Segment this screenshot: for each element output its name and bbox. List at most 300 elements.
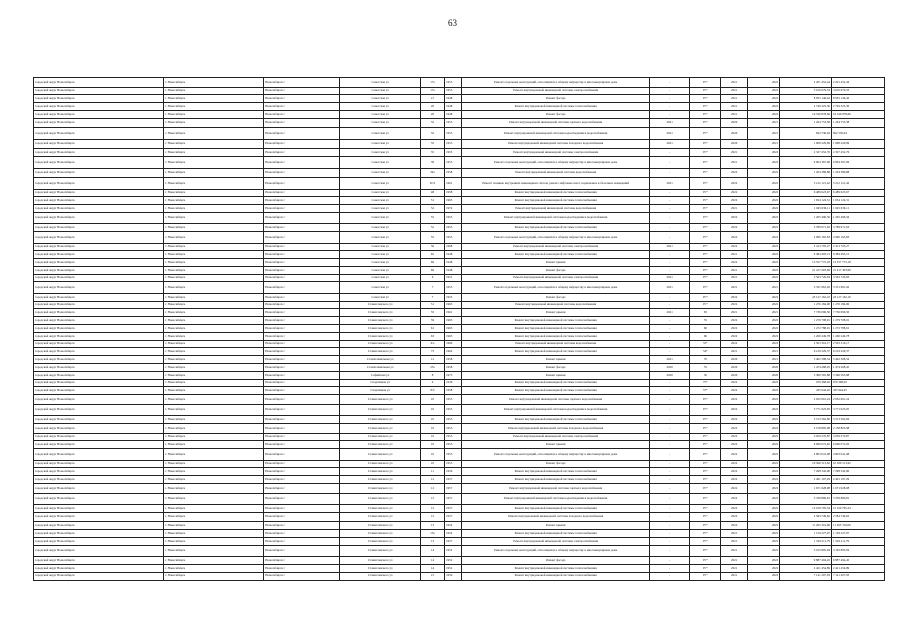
category-cell: IV*: [690, 572, 721, 580]
municipality-cell: городской округ Новосибирск: [34, 95, 164, 103]
municipality-cell: городской округ Новосибирск: [34, 476, 164, 484]
house-number-cell: 61: [420, 325, 444, 333]
work-type-cell: Ремонт фасада: [462, 557, 650, 565]
build-year-cell: 1953: [445, 157, 462, 168]
locality-cell: Новосибирск г: [264, 332, 340, 340]
build-year-cell: 1953: [445, 139, 462, 149]
end-year-cell: 2022: [747, 325, 779, 333]
deadline-cell: -: [650, 483, 690, 493]
start-year-cell: 2022: [721, 232, 747, 243]
table-row: [34, 212, 885, 223]
build-year-cell: 1948: [445, 95, 462, 103]
end-year-cell: 2022: [747, 266, 779, 274]
municipality-cell: городской округ Новосибирск: [34, 224, 164, 232]
settlement-cell: г. Новосибирск: [164, 537, 264, 545]
cost-total-cell: 3 789 971,63: [780, 224, 832, 232]
end-year-cell: 2022: [747, 416, 779, 424]
build-year-cell: 1960: [445, 340, 462, 348]
cost-fund-cell: 1 260 249,78: [831, 332, 884, 340]
cost-fund-cell: 3 513 562,66: [831, 416, 884, 424]
deadline-cell: 2021: [650, 309, 690, 317]
house-number-cell: 6: [420, 274, 444, 282]
cost-total-cell: 3 513 562,66: [780, 416, 832, 424]
cost-total-cell: 1 474 268,45: [780, 364, 832, 372]
table-row: [34, 449, 885, 460]
build-year-cell: 1954: [445, 522, 462, 530]
build-year-cell: 1936: [445, 379, 462, 387]
start-year-cell: 2021: [721, 537, 747, 545]
category-cell: 57*: [690, 387, 721, 395]
start-year-cell: 2021: [721, 348, 747, 356]
build-year-cell: 1953: [445, 224, 462, 232]
work-type-cell: Ремонт внутридомовой инженерной системы электроснабжения: [462, 537, 650, 545]
settlement-cell: г. Новосибирск: [164, 259, 264, 267]
house-number-cell: 32: [420, 118, 444, 128]
work-type-cell: Ремонт внутридомовой инженерной системы холодного водоснабжения: [462, 139, 650, 149]
street-cell: Советская ул: [340, 274, 421, 282]
house-number-cell: 21: [420, 95, 444, 103]
end-year-cell: 2022: [747, 212, 779, 223]
street-cell: Спортивная ул: [340, 387, 421, 395]
street-cell: Советская ул: [340, 87, 421, 95]
work-type-cell: Ремонт внутридомовой инженерной системы электроснабжения: [462, 433, 650, 441]
locality-cell: Новосибирск г: [264, 259, 340, 267]
cost-total-cell: 1 260 249,78: [780, 332, 832, 340]
category-cell: IV*: [690, 224, 721, 232]
house-number-cell: 10: [420, 416, 444, 424]
street-cell: Советская ул: [340, 243, 421, 251]
work-type-cell: Ремонт внутридомовой инженерной системы электроснабжения: [462, 274, 650, 282]
start-year-cell: 2021: [721, 95, 747, 103]
build-year-cell: 1948: [445, 266, 462, 274]
category-cell: 75*: [690, 379, 721, 387]
end-year-cell: 2022: [747, 178, 779, 189]
build-year-cell: 1955: [445, 449, 462, 460]
house-number-cell: 35: [420, 149, 444, 157]
end-year-cell: 2022: [747, 433, 779, 441]
build-year-cell: 1958: [445, 189, 462, 197]
table-row: [34, 87, 885, 95]
deadline-cell: -: [650, 476, 690, 484]
work-type-cell: Ремонт отдельных конструкций, относящихся к общему имуществу в многоквартирном доме: [462, 157, 650, 168]
locality-cell: Новосибирск г: [264, 103, 340, 111]
cost-total-cell: 1 276 184,90: [780, 301, 832, 309]
cost-total-cell: 8 955 146,42: [780, 95, 832, 103]
deadline-cell: -: [650, 301, 690, 309]
build-year-cell: 1963: [445, 325, 462, 333]
deadline-cell: -: [650, 189, 690, 197]
cost-total-cell: 3 563 720,93: [780, 274, 832, 282]
municipality-cell: городской округ Новосибирск: [34, 103, 164, 111]
cost-total-cell: 1 671 928,08: [780, 483, 832, 493]
deadline-cell: -: [650, 224, 690, 232]
house-number-cell: 17а: [420, 78, 444, 88]
deadline-cell: -: [650, 572, 690, 580]
street-cell: Советская ул: [340, 139, 421, 149]
cost-fund-cell: 1 671 928,08: [831, 483, 884, 493]
municipality-cell: городской округ Новосибирск: [34, 189, 164, 197]
street-cell: Советская ул: [340, 232, 421, 243]
category-cell: IV*: [690, 493, 721, 504]
cost-fund-cell: 2 201 452,44: [831, 78, 884, 88]
municipality-cell: городской округ Новосибирск: [34, 340, 164, 348]
end-year-cell: 2022: [747, 395, 779, 405]
end-year-cell: 2022: [747, 483, 779, 493]
cost-fund-cell: 2 491 197,29: [831, 476, 884, 484]
settlement-cell: г. Новосибирск: [164, 178, 264, 189]
street-cell: Станиславского ул: [340, 545, 421, 556]
category-cell: IV*: [690, 118, 721, 128]
start-year-cell: 2022: [721, 424, 747, 434]
locality-cell: Новосибирск г: [264, 379, 340, 387]
start-year-cell: 2022: [721, 395, 747, 405]
deadline-cell: -: [650, 212, 690, 223]
street-cell: Советская ул: [340, 251, 421, 259]
cost-total-cell: 2 749 325,30: [780, 103, 832, 111]
table-row: [34, 128, 885, 139]
table-row: [34, 118, 885, 128]
category-cell: IV*: [690, 512, 721, 522]
municipality-cell: городской округ Новосибирск: [34, 424, 164, 434]
table-row: [34, 168, 885, 178]
start-year-cell: 2020: [721, 364, 747, 372]
build-year-cell: 1958: [445, 168, 462, 178]
deadline-cell: 2021: [650, 282, 690, 293]
category-cell: IV*: [690, 274, 721, 282]
deadline-cell: -: [650, 103, 690, 111]
cost-total-cell: 2 327 452,76: [780, 149, 832, 157]
house-number-cell: 26: [420, 103, 444, 111]
start-year-cell: 2020: [721, 118, 747, 128]
work-type-cell: Ремонт внутридомовой инженерной системы водоотведения и водоснабжения: [462, 493, 650, 504]
category-cell: 55: [690, 317, 721, 325]
category-cell: IV*: [690, 157, 721, 168]
house-number-cell: 39: [420, 157, 444, 168]
cost-total-cell: 2 158 805,98: [780, 424, 832, 434]
locality-cell: Новосибирск г: [264, 404, 340, 415]
work-type-cell: Ремонт внутридомовой инженерной системы теплоснабжения: [462, 332, 650, 340]
street-cell: Советская ул: [340, 95, 421, 103]
locality-cell: Новосибирск г: [264, 537, 340, 545]
street-cell: Станиславского ул: [340, 468, 421, 476]
street-cell: Советская ул: [340, 205, 421, 213]
build-year-cell: 1948: [445, 251, 462, 259]
build-year-cell: 1964: [445, 348, 462, 356]
start-year-cell: 2021: [721, 266, 747, 274]
deadline-cell: -: [650, 433, 690, 441]
deadline-cell: -: [650, 424, 690, 434]
cost-total-cell: 1 272 788,91: [780, 325, 832, 333]
start-year-cell: 2022: [721, 433, 747, 441]
deadline-cell: -: [650, 537, 690, 545]
settlement-cell: г. Новосибирск: [164, 78, 264, 88]
category-cell: IV*: [690, 424, 721, 434]
house-number-cell: 12: [420, 512, 444, 522]
municipality-cell: городской округ Новосибирск: [34, 243, 164, 251]
deadline-cell: -: [650, 168, 690, 178]
cost-total-cell: 11 265 316,06: [780, 522, 832, 530]
street-cell: Станиславского ул: [340, 395, 421, 405]
end-year-cell: 2020: [747, 364, 779, 372]
locality-cell: Новосибирск г: [264, 232, 340, 243]
start-year-cell: 2022: [721, 189, 747, 197]
table-row: [34, 110, 885, 118]
deadline-cell: 2021: [650, 356, 690, 364]
street-cell: Станиславского ул: [340, 301, 421, 309]
municipality-cell: городской округ Новосибирск: [34, 504, 164, 512]
street-cell: Станиславского ул: [340, 404, 421, 415]
table-row: [34, 504, 885, 512]
build-year-cell: 1948: [445, 259, 462, 267]
start-year-cell: 2022: [721, 243, 747, 251]
settlement-cell: г. Новосибирск: [164, 572, 264, 580]
cost-fund-cell: 5 366 565,88: [831, 371, 884, 379]
municipality-cell: городской округ Новосибирск: [34, 282, 164, 293]
build-year-cell: 1963: [445, 301, 462, 309]
work-type-cell: Ремонт крыши: [462, 441, 650, 449]
house-number-cell: 65: [420, 251, 444, 259]
deadline-cell: -: [650, 348, 690, 356]
cost-total-cell: 435 944,45: [780, 387, 832, 395]
locality-cell: Новосибирск г: [264, 178, 340, 189]
settlement-cell: г. Новосибирск: [164, 168, 264, 178]
cost-total-cell: 5 366 565,88: [780, 371, 832, 379]
work-type-cell: Ремонт внутридомовой инженерной системы водоснабжения: [462, 340, 650, 348]
category-cell: IV*: [690, 483, 721, 493]
end-year-cell: 2022: [747, 424, 779, 434]
table-row: [34, 157, 885, 168]
street-cell: Станиславского ул: [340, 325, 421, 333]
work-type-cell: Ремонт внутридомовой инженерной системы водоснабжения: [462, 301, 650, 309]
category-cell: IV*: [690, 178, 721, 189]
settlement-cell: г. Новосибирск: [164, 557, 264, 565]
table-row: [34, 460, 885, 468]
municipality-cell: городской округ Новосибирск: [34, 178, 164, 189]
street-cell: Советская ул: [340, 266, 421, 274]
house-number-cell: 52: [420, 224, 444, 232]
municipality-cell: городской округ Новосибирск: [34, 395, 164, 405]
category-cell: IV*: [690, 433, 721, 441]
cost-fund-cell: 2 158 805,98: [831, 424, 884, 434]
street-cell: Советская ул: [340, 78, 421, 88]
settlement-cell: г. Новосибирск: [164, 95, 264, 103]
cost-fund-cell: 1 654 124,31: [831, 197, 884, 205]
category-cell: IV*: [690, 103, 721, 111]
work-type-cell: Ремонт внутридомовой инженерной системы теплоснабжения: [462, 416, 650, 424]
street-cell: Станиславского ул: [340, 449, 421, 460]
cost-fund-cell: 3 771 925,95: [831, 404, 884, 415]
start-year-cell: 2022: [721, 224, 747, 232]
end-year-cell: 2022: [747, 224, 779, 232]
house-number-cell: 10: [420, 441, 444, 449]
locality-cell: Новосибирск г: [264, 157, 340, 168]
street-cell: Станиславского ул: [340, 493, 421, 504]
work-type-cell: Ремонт внутридомовой инженерной системы теплоснабжения: [462, 103, 650, 111]
build-year-cell: 1963: [445, 317, 462, 325]
locality-cell: Новосибирск г: [264, 557, 340, 565]
category-cell: IV*: [690, 449, 721, 460]
work-type-cell: Ремонт фасада: [462, 293, 650, 301]
deadline-cell: -: [650, 416, 690, 424]
end-year-cell: 2022: [747, 468, 779, 476]
settlement-cell: г. Новосибирск: [164, 118, 264, 128]
house-number-cell: 7: [420, 282, 444, 293]
cost-total-cell: 7 736 096,50: [780, 309, 832, 317]
table-row: [34, 149, 885, 157]
street-cell: Советская ул: [340, 178, 421, 189]
cost-fund-cell: 1 276 184,90: [831, 301, 884, 309]
cost-total-cell: 13 557 772,18: [780, 259, 832, 267]
end-year-cell: 2022: [747, 572, 779, 580]
category-cell: IV*: [690, 522, 721, 530]
cost-fund-cell: 43 127 162,10: [831, 293, 884, 301]
deadline-cell: 2021: [650, 118, 690, 128]
locality-cell: Новосибирск г: [264, 212, 340, 223]
municipality-cell: городской округ Новосибирск: [34, 522, 164, 530]
cost-total-cell: 6 966 072,92: [780, 441, 832, 449]
locality-cell: Новосибирск г: [264, 189, 340, 197]
build-year-cell: 1955: [445, 424, 462, 434]
settlement-cell: г. Новосибирск: [164, 395, 264, 405]
cost-total-cell: 1 264 753,38: [780, 118, 832, 128]
end-year-cell: 2022: [747, 110, 779, 118]
start-year-cell: 2022: [721, 449, 747, 460]
table-row: [34, 332, 885, 340]
table-row: [34, 530, 885, 538]
settlement-cell: г. Новосибирск: [164, 110, 264, 118]
work-type-cell: Ремонт отдельных конструкций, относящихся к общему имуществу в многоквартирном доме: [462, 545, 650, 556]
municipality-cell: городской округ Новосибирск: [34, 157, 164, 168]
cost-fund-cell: 1 159 227,97: [831, 530, 884, 538]
start-year-cell: 2022: [721, 416, 747, 424]
category-cell: IV*: [690, 128, 721, 139]
cost-total-cell: 2 990 165,83: [780, 232, 832, 243]
build-year-cell: 1958: [445, 364, 462, 372]
build-year-cell: 1953: [445, 149, 462, 157]
work-type-cell: Ремонт крыши: [462, 356, 650, 364]
end-year-cell: 2022: [747, 317, 779, 325]
house-number-cell: 55: [420, 309, 444, 317]
locality-cell: Новосибирск г: [264, 205, 340, 213]
municipality-cell: городской округ Новосибирск: [34, 301, 164, 309]
cost-total-cell: 979 368,92: [780, 379, 832, 387]
house-number-cell: 12: [420, 356, 444, 364]
street-cell: Станиславского ул: [340, 522, 421, 530]
table-row: [34, 224, 885, 232]
cost-fund-cell: 979 368,92: [831, 379, 884, 387]
category-cell: 70: [690, 356, 721, 364]
settlement-cell: г. Новосибирск: [164, 441, 264, 449]
house-number-cell: 7: [420, 293, 444, 301]
locality-cell: Новосибирск г: [264, 522, 340, 530]
settlement-cell: г. Новосибирск: [164, 189, 264, 197]
build-year-cell: 1955: [445, 433, 462, 441]
build-year-cell: 1953: [445, 232, 462, 243]
cost-total-cell: 7 298 342,90: [780, 468, 832, 476]
settlement-cell: г. Новосибирск: [164, 139, 264, 149]
table-row: [34, 564, 885, 572]
work-type-cell: Ремонт внутридомовой инженерной системы теплоснабжения: [462, 317, 650, 325]
work-type-cell: Ремонт фасада: [462, 364, 650, 372]
table-row: [34, 301, 885, 309]
locality-cell: Новосибирск г: [264, 424, 340, 434]
deadline-cell: -: [650, 522, 690, 530]
end-year-cell: 2022: [747, 504, 779, 512]
table-row: [34, 356, 885, 364]
cost-total-cell: 3 059 270,87: [780, 433, 832, 441]
house-number-cell: 12: [420, 476, 444, 484]
settlement-cell: г. Новосибирск: [164, 87, 264, 95]
category-cell: IV*: [690, 395, 721, 405]
street-cell: Станиславского ул: [340, 317, 421, 325]
municipality-cell: городской округ Новосибирск: [34, 468, 164, 476]
start-year-cell: 2022: [721, 512, 747, 522]
municipality-cell: городской округ Новосибирск: [34, 266, 164, 274]
locality-cell: Новосибирск г: [264, 449, 340, 460]
house-number-cell: 10: [420, 395, 444, 405]
deadline-cell: 2021: [650, 139, 690, 149]
municipality-cell: городской округ Новосибирск: [34, 168, 164, 178]
deadline-cell: -: [650, 157, 690, 168]
end-year-cell: 2021: [747, 128, 779, 139]
cost-total-cell: 5 212 121,42: [780, 178, 832, 189]
house-number-cell: 10: [420, 433, 444, 441]
settlement-cell: г. Новосибирск: [164, 364, 264, 372]
cost-fund-cell: 6 966 072,92: [831, 441, 884, 449]
cost-total-cell: 9 384 495,15: [780, 251, 832, 259]
table-row: [34, 259, 885, 267]
locality-cell: Новосибирск г: [264, 309, 340, 317]
work-type-cell: Ремонт крыши: [462, 309, 650, 317]
deadline-cell: -: [650, 530, 690, 538]
cost-total-cell: 10 566 513,62: [780, 460, 832, 468]
street-cell: Сталеплавильная ул: [340, 364, 421, 372]
cost-total-cell: 19 549 878,66: [780, 110, 832, 118]
municipality-cell: городской округ Новосибирск: [34, 325, 164, 333]
build-year-cell: 1955: [445, 416, 462, 424]
settlement-cell: г. Новосибирск: [164, 504, 264, 512]
locality-cell: Новосибирск г: [264, 356, 340, 364]
street-cell: Советская ул: [340, 157, 421, 168]
deadline-cell: -: [650, 441, 690, 449]
category-cell: IV*: [690, 168, 721, 178]
start-year-cell: 2021: [721, 110, 747, 118]
table-row: [34, 317, 885, 325]
settlement-cell: г. Новосибирск: [164, 232, 264, 243]
municipality-cell: городской округ Новосибирск: [34, 545, 164, 556]
deadline-cell: -: [650, 149, 690, 157]
street-cell: Станиславского ул: [340, 441, 421, 449]
house-number-cell: 14: [420, 564, 444, 572]
house-number-cell: 32: [420, 128, 444, 139]
street-cell: Советская ул: [340, 293, 421, 301]
build-year-cell: 1958: [445, 387, 462, 395]
cost-total-cell: 3 771 925,95: [780, 404, 832, 415]
cost-fund-cell: 19 549 878,66: [831, 110, 884, 118]
end-year-cell: 2022: [747, 545, 779, 556]
category-cell: IV*: [690, 404, 721, 415]
locality-cell: Новосибирск г: [264, 530, 340, 538]
municipality-cell: городской округ Новосибирск: [34, 379, 164, 387]
build-year-cell: 1955: [445, 87, 462, 95]
settlement-cell: г. Новосибирск: [164, 293, 264, 301]
build-year-cell: 1958: [445, 356, 462, 364]
deadline-cell: -: [650, 259, 690, 267]
work-type-cell: Ремонт внутридомовой инженерной системы теплоснабжения: [462, 530, 650, 538]
start-year-cell: 2022: [721, 493, 747, 504]
cost-total-cell: 6 489 623,67: [780, 189, 832, 197]
settlement-cell: г. Новосибирск: [164, 157, 264, 168]
